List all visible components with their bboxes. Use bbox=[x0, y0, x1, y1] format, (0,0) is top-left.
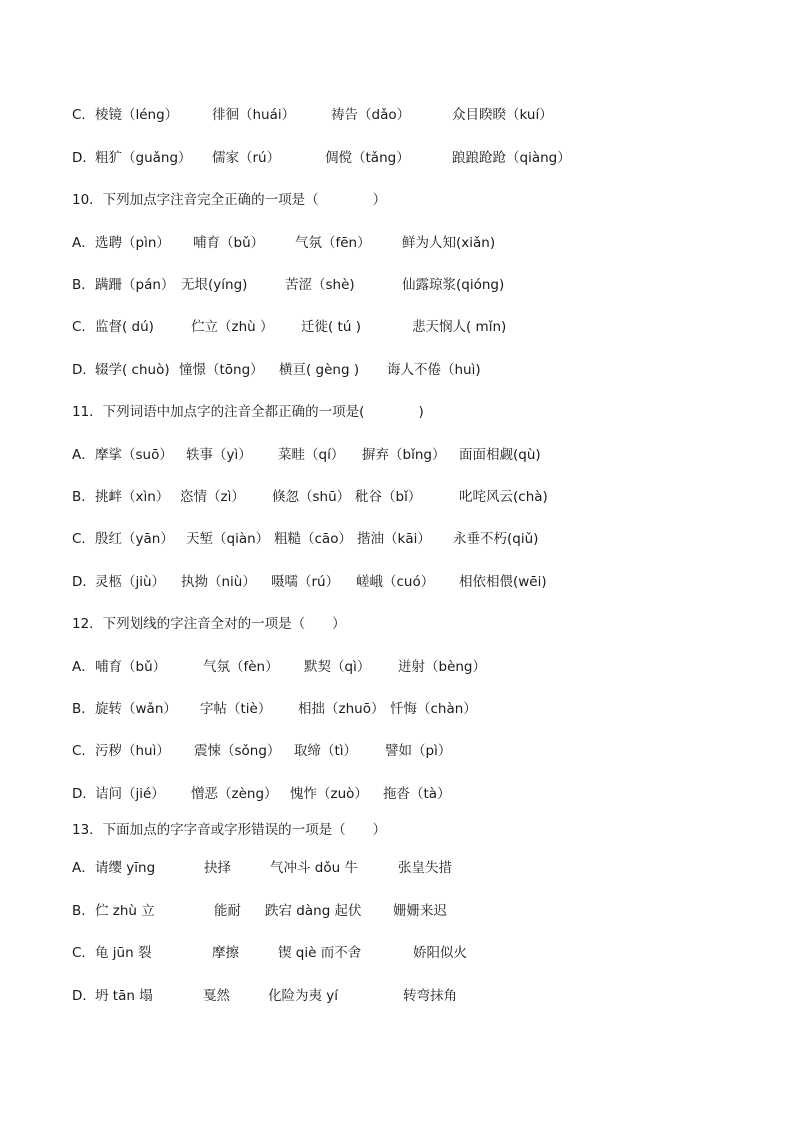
option-item: 气冲斗 dǒu 牛 bbox=[270, 860, 358, 876]
option-item: 横亘( gèng ) bbox=[279, 362, 360, 378]
option-item: 憎恶（zèng） bbox=[191, 786, 278, 802]
option-item: 摩擦 bbox=[212, 945, 239, 961]
question-13-stem: 13．下面加点的字字音或字形错误的一项是（ ） bbox=[72, 822, 387, 838]
option-item: 憧憬（tōng） bbox=[179, 362, 264, 378]
option-item: 愧怍（zuò） bbox=[290, 786, 368, 802]
option-item: 化险为夷 yí bbox=[268, 988, 339, 1004]
option-item: 诲人不倦（huì) bbox=[387, 362, 481, 378]
option-item: 姗姗来迟 bbox=[393, 903, 447, 919]
option-item: 踉踉跄跄（qiàng） bbox=[452, 150, 571, 166]
option-item: 摒弃（bǐng） bbox=[362, 447, 446, 463]
option-item: 相依相偎(wēi) bbox=[459, 574, 547, 590]
option-item: 悲天悯人( mǐn) bbox=[412, 319, 507, 335]
option-item: 祷告（dǎo） bbox=[331, 107, 411, 123]
option-item: 秕谷（bǐ） bbox=[355, 489, 422, 505]
option-item: 锲 qiè 而不舍 bbox=[278, 945, 362, 961]
question-11-stem: 11．下列词语中加点字的注音全都正确的一项是( ) bbox=[72, 404, 424, 420]
option-item: 粗犷（guǎng） bbox=[95, 150, 192, 166]
option-item: 倜傥（tǎng） bbox=[325, 150, 410, 166]
option-label: A． bbox=[72, 659, 95, 675]
option-label: C． bbox=[72, 743, 95, 759]
option-label: D． bbox=[72, 988, 96, 1004]
option-item: 诘问（jié） bbox=[95, 786, 165, 802]
option-item: 粗糙（cāo） bbox=[274, 531, 352, 547]
option-item: 恣情（zì） bbox=[180, 489, 245, 505]
option-item: 忏悔（chàn） bbox=[390, 701, 477, 717]
option-item: 揩油（kāi） bbox=[357, 531, 431, 547]
option-label: A． bbox=[72, 860, 95, 876]
option-item: 跌宕 dàng 起伏 bbox=[265, 903, 362, 919]
option-item: 污秽（huì） bbox=[95, 743, 170, 759]
option-item: 菜畦（qí） bbox=[278, 447, 345, 463]
option-item: 执拗（niù） bbox=[181, 574, 256, 590]
option-item: 气氛（fèn） bbox=[203, 659, 279, 675]
option-label: D． bbox=[72, 786, 96, 802]
option-item: 哺育（bǔ） bbox=[95, 659, 167, 675]
option-item: 仙露琼浆(qióng) bbox=[402, 277, 505, 293]
option-item: 面面相觑(qù) bbox=[459, 447, 541, 463]
option-item: 张皇失措 bbox=[398, 860, 452, 876]
option-label: D． bbox=[72, 574, 96, 590]
option-item: 天堑（qiàn） bbox=[186, 531, 270, 547]
option-item: 苦涩（shè) bbox=[285, 277, 355, 293]
option-item: 永垂不朽(qiǔ) bbox=[453, 531, 539, 547]
option-item: 儒家（rú） bbox=[212, 150, 281, 166]
option-item: 叱咤风云(chà) bbox=[459, 489, 548, 505]
option-label: A． bbox=[72, 447, 95, 463]
option-item: 相拙（zhuō） bbox=[298, 701, 385, 717]
option-item: 默契（qì） bbox=[304, 659, 371, 675]
option-item: 气氛（fēn） bbox=[295, 235, 371, 251]
option-item: 辍学( chuò) bbox=[95, 362, 170, 378]
question-10-stem: 10．下列加点字注音完全正确的一项是（ ） bbox=[72, 192, 387, 208]
option-label: C． bbox=[72, 107, 95, 123]
option-item: 监督( dú) bbox=[95, 319, 154, 335]
option-label: B． bbox=[72, 489, 95, 505]
question-12-stem: 12．下列划线的字注音全对的一项是（ ） bbox=[72, 616, 346, 632]
option-item: 譬如（pì） bbox=[385, 743, 452, 759]
option-item: 选聘（pìn） bbox=[95, 235, 170, 251]
option-item: 无垠(yíng) bbox=[181, 277, 248, 293]
option-item: 震悚（sǒng） bbox=[194, 743, 281, 759]
option-item: 迁徙( tú ) bbox=[301, 319, 361, 335]
option-label: B． bbox=[72, 903, 95, 919]
option-item: 坍 tān 塌 bbox=[95, 988, 153, 1004]
option-item: 嗫嚅（rú） bbox=[271, 574, 340, 590]
option-item: 娇阳似火 bbox=[413, 945, 467, 961]
option-item: 嵯峨（cuó） bbox=[356, 574, 435, 590]
option-item: 摩挲（suō） bbox=[95, 447, 173, 463]
option-item: 旋转（wǎn） bbox=[95, 701, 177, 717]
option-item: 轶事（yì） bbox=[186, 447, 252, 463]
option-label: D． bbox=[72, 150, 96, 166]
option-label: C． bbox=[72, 945, 95, 961]
option-label: A． bbox=[72, 235, 95, 251]
option-item: 棱镜（léng） bbox=[95, 107, 179, 123]
option-item: 伫立（zhù ） bbox=[191, 319, 274, 335]
option-label: D． bbox=[72, 362, 96, 378]
option-item: 殷红（yān） bbox=[95, 531, 174, 547]
option-item: 龟 jūn 裂 bbox=[95, 945, 152, 961]
option-item: 徘徊（huái） bbox=[212, 107, 296, 123]
option-item: 抉择 bbox=[204, 860, 231, 876]
option-item: 取缔（tì） bbox=[294, 743, 358, 759]
option-item: 迸射（bèng） bbox=[398, 659, 487, 675]
option-label: B． bbox=[72, 277, 95, 293]
option-item: 众目睽睽（kuí） bbox=[452, 107, 553, 123]
option-item: 鲜为人知(xiǎn) bbox=[402, 235, 496, 251]
option-label: B． bbox=[72, 701, 95, 717]
option-item: 请缨 yīng bbox=[95, 860, 156, 876]
option-item: 哺育（bǔ） bbox=[193, 235, 265, 251]
option-item: 蹒跚（pán） bbox=[95, 277, 175, 293]
option-label: C． bbox=[72, 319, 95, 335]
option-item: 字帖（tiè） bbox=[200, 701, 272, 717]
option-item: 能耐 bbox=[214, 903, 241, 919]
option-item: 伫 zhù 立 bbox=[95, 903, 155, 919]
option-item: 灵柩（jiù） bbox=[95, 574, 166, 590]
option-item: 拖沓（tà） bbox=[383, 786, 451, 802]
option-label: C． bbox=[72, 531, 95, 547]
option-item: 戛然 bbox=[203, 988, 230, 1004]
option-item: 倏忽（shū） bbox=[272, 489, 351, 505]
option-item: 挑衅（xìn） bbox=[95, 489, 170, 505]
option-item: 转弯抹角 bbox=[403, 988, 457, 1004]
